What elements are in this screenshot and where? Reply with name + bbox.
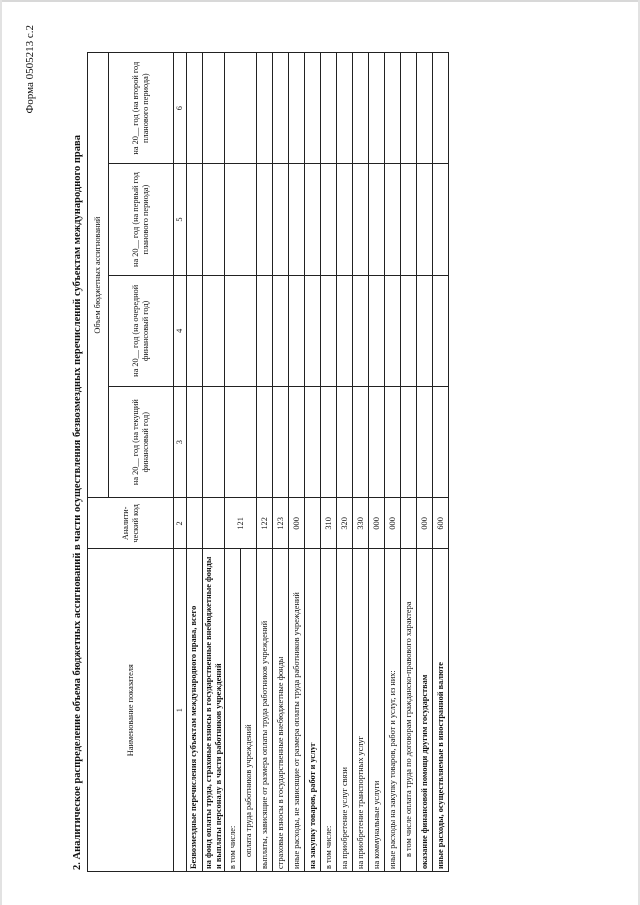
row-label: иные расходы на закупку товаров, работ и услуг, из них:	[385, 549, 401, 872]
value-cell	[385, 275, 401, 386]
row-code	[305, 498, 321, 549]
value-cell	[273, 164, 289, 275]
value-cell	[385, 387, 401, 498]
header-name: Наименование показателя	[88, 549, 174, 872]
value-cell	[353, 387, 369, 498]
value-cell	[433, 387, 449, 498]
row-code: 000	[369, 498, 385, 549]
row-label: на коммунальные услуги	[369, 549, 385, 872]
table-row	[369, 53, 385, 872]
value-cell	[417, 275, 433, 386]
value-cell	[289, 53, 305, 164]
value-cell	[289, 275, 305, 386]
table-row	[353, 53, 369, 872]
row-label: оплата труда работников учреждений	[241, 549, 257, 872]
rotated-form-page	[24, 25, 600, 875]
row-label: на фонд оплаты труда, страховые взносы в государственные внебюджетные фонды и выплаты персоналу в части работников учреждений	[202, 549, 225, 872]
table-row	[202, 53, 225, 872]
row-code: 000	[385, 498, 401, 549]
row-label: иные расходы, не зависящие от размера оплаты труда работников учреждений	[289, 549, 305, 872]
value-cell	[433, 164, 449, 275]
value-cell	[321, 164, 337, 275]
value-cell	[401, 387, 417, 498]
value-cell	[369, 164, 385, 275]
table-row	[305, 53, 321, 872]
value-cell	[225, 387, 257, 498]
header-year-first-plan: на 20__ год (на первый год планового периода)	[109, 164, 174, 275]
value-cell	[289, 164, 305, 275]
value-cell	[337, 53, 353, 164]
value-cell	[257, 387, 273, 498]
table-row	[337, 53, 353, 872]
value-cell	[202, 53, 225, 164]
row-label: оказание финансовой помощи другим государствам	[417, 549, 433, 872]
value-cell	[257, 53, 273, 164]
column-number: 3	[174, 387, 187, 498]
row-code: 123	[273, 498, 289, 549]
value-cell	[305, 53, 321, 164]
value-cell	[305, 387, 321, 498]
value-cell	[273, 387, 289, 498]
row-code: 320	[337, 498, 353, 549]
row-label: Безвозмездные перечисления субъектам международного права, всего	[186, 549, 202, 872]
table-row	[289, 53, 305, 872]
value-cell	[353, 53, 369, 164]
table-row	[225, 53, 241, 872]
row-label: на приобретение услуг связи	[337, 549, 353, 872]
value-cell	[337, 164, 353, 275]
value-cell	[369, 387, 385, 498]
value-cell	[225, 275, 257, 386]
value-cell	[257, 275, 273, 386]
column-number: 6	[174, 53, 187, 164]
row-code: 121	[225, 498, 257, 549]
value-cell	[337, 275, 353, 386]
value-cell	[385, 164, 401, 275]
value-cell	[225, 53, 257, 164]
row-label: на приобретение транспортных услуг	[353, 549, 369, 872]
column-number: 4	[174, 275, 187, 386]
table-row	[401, 53, 417, 872]
value-cell	[401, 164, 417, 275]
value-cell	[225, 164, 257, 275]
row-code: 310	[321, 498, 337, 549]
section-title: 2. Аналитическое распределение объема бюджетных ассигнований в части осуществления безвозмездных перечислений субъектам международного права	[72, 135, 83, 870]
header-year-second-plan: на 20__ год (на второй год планового периода)	[109, 53, 174, 164]
row-label: иные расходы, осуществляемые в иностранной валюте	[433, 549, 449, 872]
header-year-next: на 20__ год (на очередной финансовый год)	[109, 275, 174, 386]
row-label: на закупку товаров, работ и услуг	[305, 549, 321, 872]
value-cell	[369, 275, 385, 386]
row-code: 000	[417, 498, 433, 549]
value-cell	[417, 387, 433, 498]
row-label: в том числе:	[225, 549, 241, 872]
value-cell	[257, 164, 273, 275]
value-cell	[337, 387, 353, 498]
row-code: 122	[257, 498, 273, 549]
value-cell	[305, 164, 321, 275]
allocation-table	[87, 52, 449, 872]
value-cell	[401, 275, 417, 386]
row-code	[186, 498, 202, 549]
column-number: 1	[174, 549, 187, 872]
value-cell	[353, 164, 369, 275]
value-cell	[401, 53, 417, 164]
value-cell	[417, 53, 433, 164]
row-label: в том числе:	[321, 549, 337, 872]
value-cell	[273, 275, 289, 386]
row-code: 000	[289, 498, 305, 549]
value-cell	[321, 53, 337, 164]
value-cell	[321, 387, 337, 498]
value-cell	[417, 164, 433, 275]
row-label: страховые взносы в государственные внебюджетные фонды	[273, 549, 289, 872]
page-edge-left	[0, 0, 2, 905]
value-cell	[353, 275, 369, 386]
row-code: 600	[433, 498, 449, 549]
value-cell	[202, 164, 225, 275]
value-cell	[186, 275, 202, 386]
row-code	[401, 498, 417, 549]
value-cell	[321, 275, 337, 386]
table-row	[321, 53, 337, 872]
row-code: 330	[353, 498, 369, 549]
value-cell	[202, 275, 225, 386]
value-cell	[186, 53, 202, 164]
header-volume-group: Объем бюджетных ассигнований	[88, 53, 109, 498]
value-cell	[433, 275, 449, 386]
value-cell	[273, 53, 289, 164]
row-code	[202, 498, 225, 549]
header-code: Аналити-ческий код	[88, 498, 174, 549]
value-cell	[433, 53, 449, 164]
table-row	[433, 53, 449, 872]
table-row	[257, 53, 273, 872]
value-cell	[305, 275, 321, 386]
value-cell	[186, 387, 202, 498]
table-row	[417, 53, 433, 872]
table-row	[186, 53, 202, 872]
value-cell	[369, 53, 385, 164]
column-number: 5	[174, 164, 187, 275]
value-cell	[385, 53, 401, 164]
value-cell	[202, 387, 225, 498]
row-label: в том числе оплата труда по договорам гражданско-правового характера	[401, 549, 417, 872]
header-year-current: на 20__ год (на текущий финансовый год)	[109, 387, 174, 498]
table-row	[385, 53, 401, 872]
column-number: 2	[174, 498, 187, 549]
table-row	[273, 53, 289, 872]
value-cell	[289, 387, 305, 498]
form-code: Форма 0505213 с.2	[24, 25, 36, 114]
page-edge-top	[0, 0, 640, 2]
row-label: выплаты, зависящие от размера оплаты труда работников учреждений	[257, 549, 273, 872]
value-cell	[186, 164, 202, 275]
